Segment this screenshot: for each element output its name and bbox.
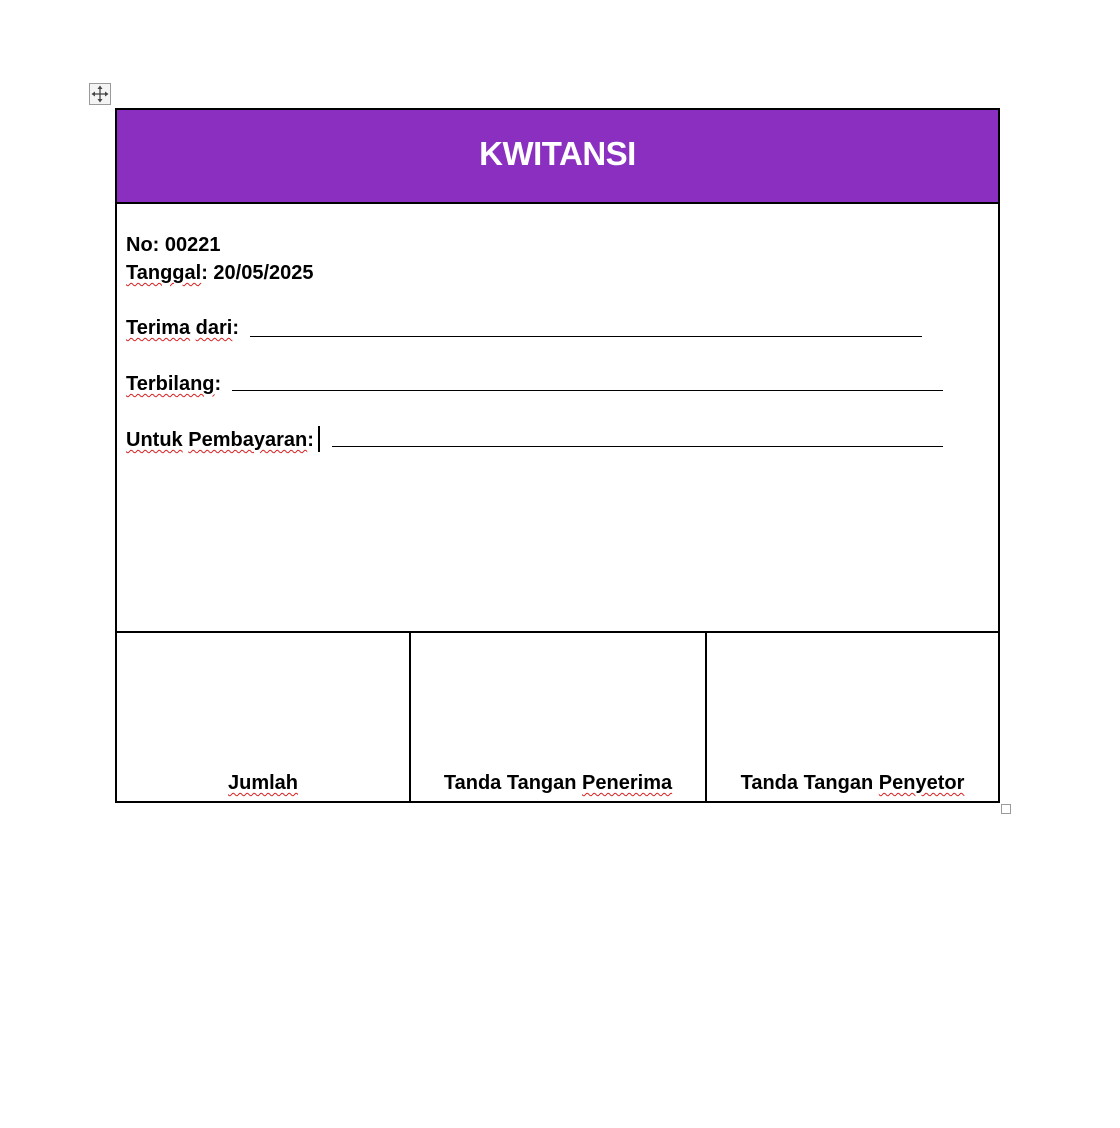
receipt-header	[117, 110, 998, 204]
table-resize-handle[interactable]	[1001, 804, 1011, 814]
amount-label-word: Jumlah	[227, 772, 299, 794]
receiver-signature-word: Penerima	[582, 772, 673, 794]
receipt-date[interactable]	[126, 261, 314, 285]
receiver-signature-prefix: Tanda Tangan	[443, 772, 577, 794]
receipt-title: KWITANSI	[479, 135, 636, 172]
payment-for-label-colon: :	[307, 429, 314, 451]
amount-in-words-label-colon: :	[214, 373, 222, 395]
date-label: Tanggal	[126, 262, 202, 284]
receiver-signature-cell[interactable]	[411, 633, 705, 801]
receipt-number-label: No:	[126, 234, 160, 256]
amount-label	[117, 771, 409, 795]
amount-in-words-label-word: Terbilang	[126, 373, 215, 395]
received-from-field[interactable]	[250, 336, 922, 337]
amount-cell[interactable]	[117, 633, 409, 801]
date-value: 20/05/2025	[213, 262, 314, 284]
received-from-label-word1: Terima	[126, 317, 191, 339]
payment-for-field[interactable]	[332, 446, 943, 447]
receiver-signature-label	[411, 771, 705, 795]
date-label-colon: :	[201, 262, 208, 284]
receipt-table	[115, 108, 1000, 803]
receipt-number-value: 00221	[164, 234, 221, 256]
receipt-number[interactable]	[126, 233, 221, 257]
payment-for-label-word2: Pembayaran	[188, 429, 308, 451]
payer-signature-label	[707, 771, 998, 795]
payer-signature-word: Penyetor	[878, 772, 965, 794]
payment-for-label	[126, 428, 314, 452]
payer-signature-cell[interactable]	[707, 633, 998, 801]
received-from-label	[126, 316, 239, 340]
payer-signature-prefix: Tanda Tangan	[740, 772, 874, 794]
received-from-label-word2: dari	[195, 317, 233, 339]
table-move-handle[interactable]	[89, 83, 111, 105]
text-cursor	[318, 426, 320, 452]
received-from-label-colon: :	[232, 317, 240, 339]
amount-in-words-label	[126, 372, 221, 396]
amount-in-words-field[interactable]	[232, 390, 943, 391]
move-arrows-icon	[90, 84, 110, 104]
payment-for-label-word1: Untuk	[126, 429, 183, 451]
